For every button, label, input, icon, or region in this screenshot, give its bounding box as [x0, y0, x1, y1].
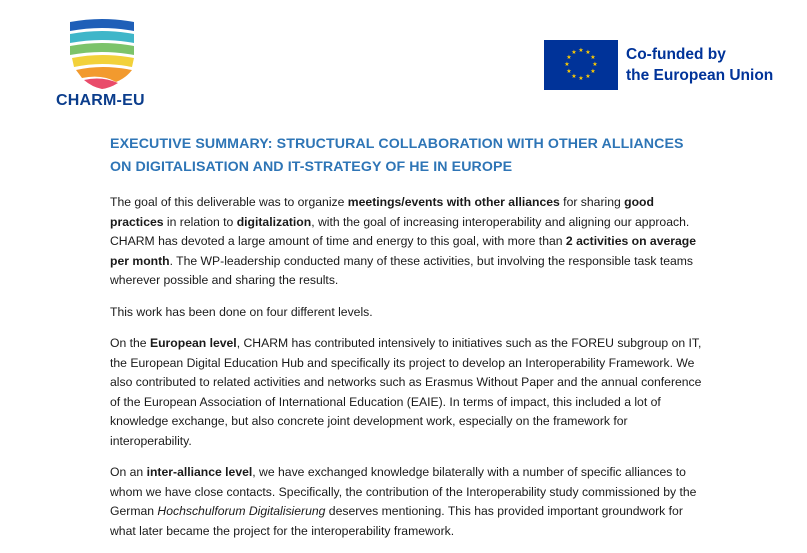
paragraph-inter-alliance-level: On an inter-alliance level, we have exchanged knowledge bilaterally with a number of specific alliances to whom we have close contacts. Specifically, the contribution of the Interoperability study commissioned by the German Hochschulforum Digitalisierung deserves mentioning. This has provided important groundwork for what later became the project for the interoperability framework. — [110, 465, 697, 538]
svg-text:★: ★ — [564, 61, 570, 68]
document-title — [110, 133, 710, 179]
svg-text:★: ★ — [571, 49, 577, 56]
svg-text:★: ★ — [566, 68, 572, 75]
svg-text:★: ★ — [585, 73, 591, 80]
document-body — [110, 193, 710, 553]
svg-text:★: ★ — [590, 54, 596, 61]
eu-flag-icon — [544, 40, 618, 90]
eu-line-1: Co-funded by — [626, 46, 726, 63]
svg-text:★: ★ — [585, 49, 591, 56]
svg-text:★: ★ — [578, 47, 584, 54]
eu-line-2: the European Union — [626, 67, 774, 84]
svg-text:★: ★ — [578, 75, 584, 82]
paragraph-levels: This work has been done on four different levels. — [110, 304, 373, 319]
title-line-1: EXECUTIVE SUMMARY: STRUCTURAL COLLABORATION WITH OTHER ALLIANCES — [110, 136, 684, 152]
logo-text: CHARM-EU — [56, 92, 145, 109]
svg-text:★: ★ — [592, 61, 598, 68]
paragraph-goal: The goal of this deliverable was to organize meetings/events with other alliances for sharing good practices in relation to digitalization, with the goal of increasing interoperability and aligning our approach. CHARM has devoted a large amount of time and energy to this goal, with more than 2 activities on average per month. The WP-leadership conducted many of these activities, but involving the responsible task teams wherever possible and sharing the results. — [110, 195, 696, 287]
charm-eu-emblem-icon — [68, 18, 138, 90]
svg-text:★: ★ — [590, 68, 596, 75]
svg-text:★: ★ — [571, 73, 577, 80]
svg-text:★: ★ — [566, 54, 572, 61]
charm-eu-logo — [56, 18, 170, 109]
eu-cofunded-badge — [544, 40, 773, 90]
title-line-2: ON DIGITALISATION AND IT-STRATEGY OF HE IN EUROPE — [110, 159, 513, 175]
paragraph-european-level: On the European level, CHARM has contributed intensively to initiatives such as the FOREU subgroup on IT, the European Digital Education Hub and specifically its project to develop an Interoperability Framework. We also contributed to related activities and networks such as Erasmus Without Paper and the annual conference of the European Association of International Education (EAIE). In terms of impact, this included a lot of knowledge exchange, but also concrete joint development work, especially on the framework for interoperability. — [110, 336, 702, 448]
